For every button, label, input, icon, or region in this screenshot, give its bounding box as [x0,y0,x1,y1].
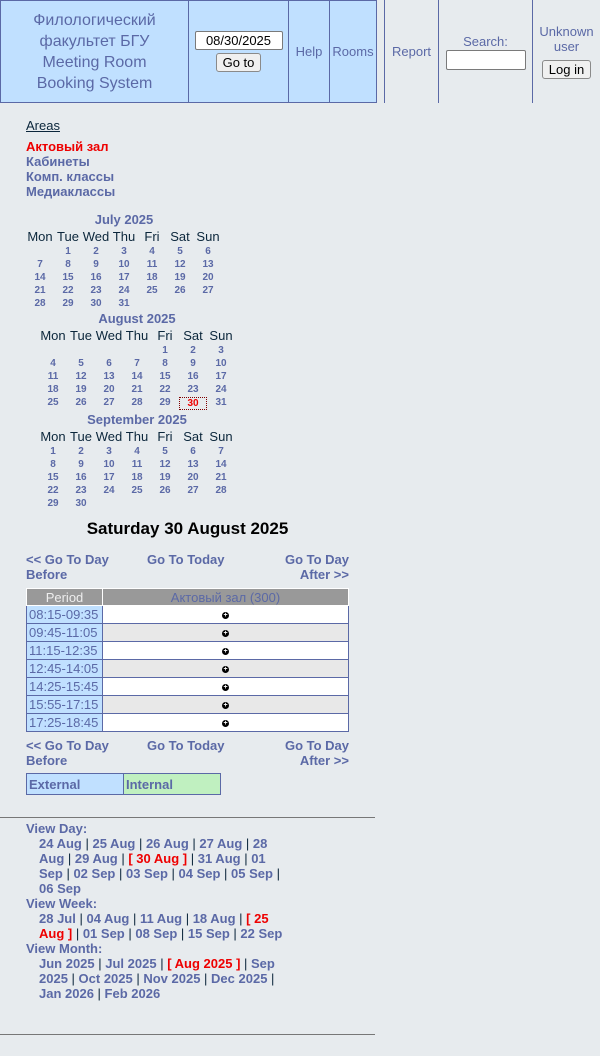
separator: | [132,971,144,986]
calendar-day[interactable]: 25 [146,285,158,296]
view-month-link[interactable]: Jun 2025 [39,956,95,971]
separator: | [135,836,146,851]
calendar-day[interactable]: 14 [131,371,143,382]
weekday-header: Tue [57,229,79,244]
calendar-day[interactable]: 20 [202,272,214,283]
separator: | [67,971,79,986]
site-title-line-3[interactable]: Meeting Room [42,53,147,71]
weekday-header: Sun [209,429,233,444]
date-input[interactable] [195,31,283,50]
calendar-day[interactable]: 14 [34,272,46,283]
calendar-day[interactable]: 15 [47,472,59,483]
plus-circle-icon[interactable]: + [223,666,228,674]
calendar-day[interactable]: 11 [47,371,59,382]
view-month-link[interactable]: Jul 2025 [105,956,157,971]
today-link[interactable]: Go To Today [147,552,225,567]
weekday-header: Sat [183,429,203,444]
weekday-header: Wed [82,229,110,244]
calendar-day[interactable]: 6 [106,358,112,369]
calendar-day[interactable]: 20 [187,472,199,483]
calendar-day[interactable]: 8 [50,459,56,470]
calendar-day[interactable]: 24 [103,485,115,496]
view-day-link[interactable]: 02 Sep [73,866,116,881]
view-day-link[interactable]: 04 Sep [178,866,221,881]
calendar-day[interactable]: 24 [118,285,130,296]
view-day-label: View Day: [26,821,88,836]
divider-bottom [0,1034,375,1035]
legend-external: External [27,774,124,795]
weekday-header: Fri [157,328,173,343]
calendar-day[interactable]: 26 [75,397,87,408]
view-day-list [26,836,288,896]
report-link[interactable]: Report [391,44,432,59]
plus-circle-icon[interactable]: + [223,612,228,620]
mini-calendar-month-link[interactable]: August 2025 [98,311,176,326]
calendar-day[interactable]: 27 [187,485,199,496]
calendar-day[interactable]: 17 [118,272,130,283]
prev-day-link-bottom[interactable]: << Go To Day Before [26,738,109,768]
view-day-link[interactable]: 26 Aug [145,836,189,851]
separator: | [272,866,280,881]
calendar-day[interactable]: 13 [103,371,115,382]
weekday-header: Sat [170,229,190,244]
calendar-day[interactable]: 29 [159,397,171,408]
calendar-day[interactable]: 2 [93,246,99,257]
calendar-day[interactable]: 8 [162,358,168,369]
period-cell[interactable]: 17:25-18:45 [27,714,103,732]
rooms-link[interactable]: Rooms [332,44,374,59]
separator: | [156,956,168,971]
view-day-link[interactable]: 01 Sep [39,851,266,881]
separator: | [81,836,93,851]
calendar-day[interactable]: 26 [174,285,186,296]
table-row [27,624,349,642]
calendar-day[interactable]: 7 [218,446,224,457]
view-day-link[interactable]: 28 Aug [39,836,268,866]
calendar-day[interactable]: 27 [202,285,214,296]
plus-circle-icon[interactable]: + [223,630,228,638]
calendar-day[interactable]: 3 [121,246,127,257]
calendar-day[interactable]: 18 [131,472,143,483]
calendar-day[interactable]: 31 [118,298,130,309]
weekday-header: Wed [95,429,123,444]
legend-internal: Internal [124,774,221,795]
calendar-day-selected[interactable]: 30 [179,397,207,410]
view-month-link[interactable]: Nov 2025 [143,971,201,986]
table-row [27,696,349,714]
calendar-day[interactable]: 14 [215,459,227,470]
calendar-day[interactable]: 19 [159,472,171,483]
calendar-day[interactable]: 25 [131,485,143,496]
weekday-header: Thu [125,429,149,444]
calendar-day[interactable]: 12 [174,259,186,270]
calendar-day[interactable]: 18 [146,272,158,283]
divider-top [0,817,375,818]
period-cell[interactable]: 12:45-14:05 [27,660,103,678]
calendar-day[interactable]: 7 [37,259,43,270]
calendar-day[interactable]: 9 [93,259,99,270]
report-cell [384,0,438,103]
view-month-current: [ Aug 2025 ] [167,956,241,971]
separator: | [200,971,212,986]
calendar-day[interactable]: 4 [134,446,140,457]
calendar-day[interactable]: 21 [131,384,143,395]
user-cell [532,0,600,103]
calendar-day[interactable]: 21 [34,285,46,296]
view-week-link[interactable]: 11 Aug [139,911,183,926]
help-cell [288,0,330,103]
areas-panel [26,118,115,199]
mini-calendar-month-link[interactable]: September 2025 [87,412,187,427]
separator: | [129,911,140,926]
weekday-header: Thu [112,229,136,244]
weekday-header: Fri [157,429,173,444]
separator: | [75,911,87,926]
next-day-link-bottom[interactable]: Go To Day After >> [284,738,349,768]
view-week-link[interactable]: 04 Aug [86,911,130,926]
calendar-day[interactable]: 13 [187,459,199,470]
site-title-line-2[interactable]: факультет БГУ [39,32,150,50]
weekday-header: Sat [183,328,203,343]
header-bar [0,0,600,105]
calendar-day[interactable]: 19 [174,272,186,283]
help-link[interactable]: Help [295,44,323,59]
weekday-header: Mon [40,429,66,444]
separator: | [115,866,126,881]
view-day-link[interactable]: 25 Aug [92,836,136,851]
mini-calendar-month-link[interactable]: July 2025 [94,212,154,227]
calendar-day[interactable]: 5 [162,446,168,457]
calendar-day[interactable]: 23 [90,285,102,296]
calendar-day[interactable]: 17 [103,472,115,483]
search-label[interactable]: Search: [463,33,508,49]
period-header: Period [27,589,103,606]
separator: | [220,866,232,881]
view-month-link[interactable]: Jan 2026 [39,986,94,1001]
calendar-day[interactable]: 4 [50,358,56,369]
calendar-day[interactable]: 25 [47,397,59,408]
view-day-current: [ 30 Aug ] [128,851,188,866]
view-month-label: View Month: [26,941,103,956]
area-item-kabinety[interactable]: Кабинеты [26,154,90,169]
calendar-day[interactable]: 5 [78,358,84,369]
calendar-day[interactable]: 16 [187,371,199,382]
room-header[interactable] [103,589,349,606]
weekday-header: Tue [70,429,92,444]
calendar-day[interactable]: 3 [218,345,224,356]
calendar-day[interactable]: 12 [159,459,171,470]
view-day-link[interactable]: 31 Aug [197,851,241,866]
view-day-link[interactable]: 24 Aug [39,836,82,851]
calendar-day[interactable]: 11 [146,259,158,270]
view-week-link[interactable]: 08 Sep [135,926,178,941]
separator: | [124,926,136,941]
day-title: Saturday 30 August 2025 [86,519,289,538]
separator: | [167,866,179,881]
calendar-day[interactable]: 21 [215,472,227,483]
day-table [26,588,349,732]
view-week-link[interactable]: 22 Sep [240,926,283,941]
view-week-current: [ 25 Aug ] [39,911,269,941]
calendar-day[interactable]: 1 [50,446,56,457]
calendar-day[interactable]: 28 [34,298,46,309]
view-day-link[interactable]: 05 Sep [231,866,273,881]
calendar-day[interactable]: 10 [118,259,130,270]
period-cell[interactable]: 09:45-11:05 [27,624,103,642]
calendar-day[interactable]: 10 [103,459,115,470]
view-month-link[interactable]: Sep 2025 [39,956,275,986]
weekday-header: Fri [144,229,160,244]
login-button[interactable]: Log in [542,60,591,79]
calendar-day[interactable]: 28 [131,397,143,408]
separator: | [242,836,253,851]
legend [26,773,221,795]
booking-slot[interactable] [103,714,349,732]
view-week-link[interactable]: 01 Sep [82,926,125,941]
calendar-day[interactable]: 16 [75,472,87,483]
calendar-day[interactable]: 26 [159,485,171,496]
search-input[interactable] [446,50,526,70]
period-cell[interactable]: 14:25-15:45 [27,678,103,696]
today-link-bottom[interactable]: Go To Today [147,738,225,753]
view-day-link[interactable]: 29 Aug [74,851,118,866]
separator: | [62,866,74,881]
area-item-media[interactable]: Медиаклассы [26,184,116,199]
booking-slot[interactable] [103,660,349,678]
view-week-link[interactable]: 28 Jul [39,911,76,926]
booking-slot[interactable] [103,606,349,624]
calendar-day[interactable]: 9 [190,358,196,369]
calendar-day[interactable]: 15 [62,272,74,283]
separator: | [94,956,106,971]
site-title-line-4[interactable]: Booking System [36,74,153,92]
date-picker-cell [188,0,289,103]
site-title-line-1[interactable]: Филологический [33,11,156,29]
calendar-day[interactable]: 15 [159,371,171,382]
weekday-header: Thu [125,328,149,343]
booking-slot[interactable] [103,642,349,660]
weekday-header: Wed [95,328,123,343]
period-cell[interactable]: 15:55-17:15 [27,696,103,714]
calendar-day[interactable]: 29 [62,298,74,309]
view-month-link[interactable]: Feb 2026 [104,986,161,1001]
view-week-link[interactable]: 18 Aug [192,911,236,926]
calendar-day[interactable]: 2 [78,446,84,457]
calendar-day[interactable]: 9 [78,459,84,470]
plus-circle-icon[interactable]: + [223,720,228,728]
separator: | [240,956,252,971]
calendar-day[interactable]: 31 [215,397,227,408]
calendar-day[interactable]: 22 [159,384,171,395]
plus-circle-icon[interactable]: + [223,684,228,692]
calendar-day[interactable]: 13 [202,259,214,270]
table-row [27,642,349,660]
area-item-aktovyi[interactable]: Актовый зал [26,139,109,154]
calendar-day[interactable]: 7 [134,358,140,369]
table-row [27,660,349,678]
areas-title: Areas [26,118,60,133]
calendar-day[interactable]: 28 [215,485,227,496]
view-day-link[interactable]: 03 Sep [125,866,168,881]
calendar-day[interactable]: 2 [190,345,196,356]
view-week-label: View Week: [26,896,98,911]
calendar-day[interactable]: 18 [47,384,59,395]
weekday-header: Tue [70,328,92,343]
calendar-day[interactable]: 20 [103,384,115,395]
separator: | [117,851,129,866]
booking-slot[interactable] [103,624,349,642]
calendar-day[interactable]: 1 [162,345,168,356]
separator: | [64,851,75,866]
separator: | [177,926,188,941]
calendar-day[interactable]: 19 [75,384,87,395]
view-week-list [26,911,288,941]
view-month-link[interactable]: Dec 2025 [211,971,268,986]
calendar-day[interactable]: 1 [65,246,71,257]
calendar-day[interactable]: 29 [47,498,59,509]
prev-day-link[interactable]: << Go To Day Before [26,552,109,582]
area-item-komp[interactable]: Комп. классы [26,169,115,184]
calendar-day[interactable]: 23 [75,485,87,496]
separator: | [188,836,200,851]
weekday-header: Sun [209,328,233,343]
separator: | [235,911,247,926]
view-day-link[interactable]: 06 Sep [39,881,81,896]
calendar-day[interactable]: 16 [90,272,102,283]
site-title[interactable] [0,0,189,103]
calendar-day[interactable]: 23 [187,384,199,395]
table-row [27,678,349,696]
view-day-link[interactable]: 27 Aug [199,836,243,851]
separator: | [72,926,83,941]
next-day-link[interactable]: Go To Day After >> [284,552,349,582]
calendar-day[interactable]: 30 [90,298,102,309]
period-cell[interactable]: 08:15-09:35 [27,606,103,624]
view-month-list [26,956,288,1001]
calendar-day[interactable]: 12 [75,371,87,382]
calendar-day[interactable]: 10 [215,358,227,369]
booking-slot[interactable] [103,696,349,714]
calendar-day[interactable]: 3 [106,446,112,457]
separator: | [182,911,193,926]
booking-slot[interactable] [103,678,349,696]
calendar-day[interactable]: 8 [65,259,71,270]
weekday-header: Mon [40,328,66,343]
goto-button[interactable]: Go to [216,53,262,72]
calendar-day[interactable]: 22 [62,285,74,296]
separator: | [267,971,275,986]
calendar-day[interactable]: 11 [131,459,143,470]
search-cell [438,0,532,103]
separator: | [240,851,252,866]
calendar-day[interactable]: 30 [75,498,87,509]
separator: | [93,986,105,1001]
calendar-day[interactable]: 17 [215,371,227,382]
calendar-day[interactable]: 6 [205,246,211,257]
user-label[interactable]: Unknown user [539,24,594,54]
calendar-day[interactable]: 5 [177,246,183,257]
calendar-day[interactable]: 6 [190,446,196,457]
calendar-day[interactable]: 24 [215,384,227,395]
view-week-link[interactable]: 15 Sep [187,926,230,941]
plus-circle-icon[interactable]: + [223,648,228,656]
calendar-day[interactable]: 4 [149,246,155,257]
separator: | [229,926,241,941]
weekday-header: Sun [196,229,220,244]
table-row [27,714,349,732]
separator: | [187,851,198,866]
rooms-cell [329,0,377,103]
weekday-header: Mon [27,229,53,244]
plus-circle-icon[interactable]: + [223,702,228,710]
view-links [26,821,288,1001]
calendar-day[interactable]: 27 [103,397,115,408]
calendar-day[interactable]: 22 [47,485,59,496]
room-header-link[interactable]: Актовый зал (300) [170,589,281,605]
period-cell[interactable]: 11:15-12:35 [27,642,103,660]
view-month-link[interactable]: Oct 2025 [78,971,133,986]
table-row [27,606,349,624]
